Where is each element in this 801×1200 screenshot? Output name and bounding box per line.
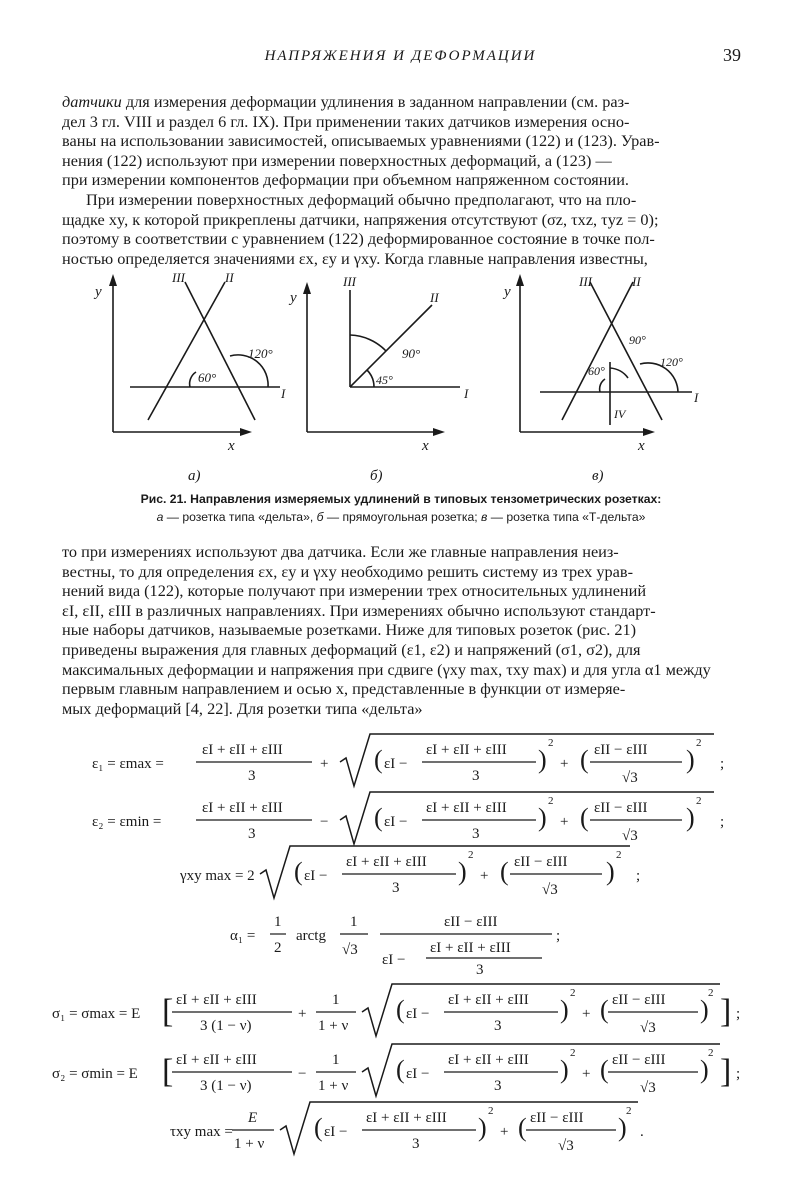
exponent: 2 (488, 1105, 494, 1117)
equation-gamma (179, 846, 640, 898)
paren: ( (500, 857, 509, 886)
arc-90-c (610, 368, 628, 378)
eq-t-den: 1 + ν (234, 1136, 265, 1152)
y-arrow-a (109, 274, 117, 286)
text-line: вестны, то для определения εx, εy и γxy необходимо решить систему из трех урав- (62, 561, 633, 581)
eq-e2-inner-num: εI + εII + εIII (426, 800, 507, 816)
text-line: приведены выражения для главных деформаций (ε1, ε2) и напряжений (σ1, σ2), для (62, 639, 641, 659)
paragraph-1 (62, 92, 740, 190)
arc-90-b (350, 335, 386, 351)
exponent: 2 (696, 737, 702, 749)
angle-120-c: 120° (660, 355, 683, 369)
eq-s2-op: − (298, 1066, 307, 1082)
eq-s1-one: 1 (332, 992, 340, 1008)
line-iii-c (590, 282, 662, 420)
paragraph-2 (62, 190, 740, 268)
eq-e2-eps: εI − (384, 814, 408, 830)
eq-t-op: + (500, 1124, 509, 1140)
eq-s1-sqrt3: √3 (640, 1020, 656, 1036)
equation-s1 (52, 984, 740, 1036)
text-line: то при измерениях используют два датчика. Если же главные направления неиз- (62, 542, 619, 561)
eq-s1-eps: εI − (406, 1006, 430, 1022)
line-iii-a (185, 282, 255, 420)
paren: ( (518, 1113, 527, 1142)
exponent: 2 (708, 987, 714, 999)
x-arrow-b (433, 428, 445, 436)
paren: ) (686, 803, 695, 832)
y-arrow-b (303, 282, 311, 294)
paren: ) (560, 995, 569, 1024)
legend-text-b: — прямоугольная розетка; (323, 510, 478, 524)
formulas-block (52, 732, 752, 1192)
eq-a-one: 1 (350, 914, 358, 930)
eq-g-inner-num: εI + εII + εIII (346, 854, 427, 870)
label-i-a: I (281, 386, 286, 401)
legend-key-b: б (316, 510, 324, 524)
eq-e1-sqrt3: √3 (622, 770, 638, 786)
legend-key-a: а (156, 510, 164, 524)
paren: ( (580, 745, 589, 774)
eq-t-end: . (640, 1124, 644, 1140)
eq-g-sqrt3: √3 (542, 882, 558, 898)
paren: ) (458, 857, 467, 886)
paren: ( (580, 803, 589, 832)
panel-c-labels (502, 274, 699, 484)
eq-s1-op: + (298, 1006, 307, 1022)
eq-t-inner-den: 3 (412, 1136, 420, 1152)
eq-g-inner-den: 3 (392, 880, 400, 896)
eq-e1-num: εI + εII + εIII (202, 742, 283, 758)
exponent: 2 (616, 849, 622, 861)
angle-60-c: 60° (588, 364, 605, 378)
arc-60-a (190, 372, 196, 387)
eq-t-E: E (248, 1110, 258, 1126)
eq-a-inner-num: εI + εII + εIII (430, 940, 511, 956)
paren: ) (478, 1113, 487, 1142)
eq-a-diff: εII − εIII (444, 914, 498, 930)
paren: ) (618, 1113, 627, 1142)
eq-s2-eps: εI − (406, 1066, 430, 1082)
text-line: ные наборы датчиков, называемые розетками. Ниже для типовых розеток (рис. 21) (62, 620, 637, 640)
eq-e2-op: − (320, 814, 329, 830)
text-line: максимальных деформации и напряжения при сдвиге (γxy max, τxy max) и для угла α1 между (62, 659, 711, 679)
eq-s2-num: εI + εII + εIII (176, 1052, 257, 1068)
legend-text-c: — розетка типа «Т-дельта» (487, 510, 646, 524)
text-line: при измерении компонентов деформации при объемном напряженном состоянии. (62, 170, 630, 190)
label-i-b: I (464, 386, 469, 401)
panel-a-labels (93, 270, 286, 484)
eq-s1-inner-den: 3 (494, 1018, 502, 1034)
eq-s1-diff: εII − εIII (612, 992, 666, 1008)
paren: ( (396, 995, 405, 1024)
eq-a-den: 2 (274, 940, 282, 956)
eq-e2-sqrt3: √3 (622, 828, 638, 844)
y-label-a: y (95, 284, 102, 300)
eq-a-lhs: α₁ = (230, 928, 256, 944)
eq-a-eps: εI − (382, 952, 406, 968)
eq-s2-den2: 1 + ν (318, 1078, 349, 1094)
running-header: НАПРЯЖЕНИЯ И ДЕФОРМАЦИИ (264, 48, 537, 64)
paren: ( (294, 857, 303, 886)
line-ii-c (562, 282, 633, 420)
equation-s2 (52, 1044, 740, 1096)
exponent: 2 (570, 987, 576, 999)
bracket: [ (162, 1053, 174, 1090)
text-line: щадке xy, к которой прикреплены датчики, напряжения отсутствуют (σz, τxz, τyz = 0); (62, 209, 659, 229)
eq-g-lhs: γxy max = 2 (180, 868, 255, 884)
label-iii-b: III (343, 274, 356, 289)
label-i-c: I (694, 390, 699, 405)
panel-label-a: а) (188, 468, 201, 484)
eq-s1-num: εI + εII + εIII (176, 992, 257, 1008)
eq-s2-end: ; (736, 1066, 741, 1082)
eq-e1-op: + (320, 756, 329, 772)
arc-45-b (367, 370, 374, 387)
legend-key-c: в (481, 510, 488, 524)
angle-120-a: 120° (248, 346, 273, 361)
angle-90-c: 90° (629, 333, 646, 347)
bracket: ] (720, 993, 732, 1030)
eq-s1-inner-num: εI + εII + εIII (448, 992, 529, 1008)
page-number: 39 (723, 45, 741, 65)
paren: ) (606, 857, 615, 886)
panel-label-c: в) (592, 468, 604, 484)
paren: ( (600, 995, 609, 1024)
figure-caption (62, 490, 740, 526)
eq-e2-op2: + (560, 814, 569, 830)
caption-title: Рис. 21. Направления измеряемых удлинений в типовых тензометрических розетках: (140, 492, 662, 506)
eq-a-num: 1 (274, 914, 282, 930)
eq-a-sqrt3: √3 (342, 942, 358, 958)
angle-45-b: 45° (376, 373, 393, 387)
text-line: датчики для измерения деформации удлинения в заданном направлении (см. раз- (62, 92, 630, 111)
x-label-b: x (422, 438, 429, 454)
label-iii-a: III (172, 270, 185, 285)
eq-a-inner-den: 3 (476, 962, 484, 978)
eq-e2-inner-den: 3 (472, 826, 480, 842)
x-arrow-c (643, 428, 655, 436)
y-arrow-c (516, 274, 524, 286)
paren: ) (560, 1055, 569, 1084)
angle-90-b: 90° (402, 346, 421, 361)
exponent: 2 (570, 1047, 576, 1059)
paren: ( (374, 745, 383, 774)
eq-e1-inner-den: 3 (472, 768, 480, 784)
paren: ) (686, 745, 695, 774)
text-line: поэтому в соответствии с уравнением (122) деформированное состояние в точке пол- (62, 229, 655, 249)
angle-60-a: 60° (198, 370, 217, 385)
panel-label-b: б) (370, 468, 383, 484)
rosette-figure (80, 260, 730, 485)
text-line: При измерении поверхностных деформаций обычно предполагают, что на пло- (86, 190, 637, 209)
eq-s2-den: 3 (1 − ν) (200, 1078, 252, 1094)
eq-e1-inner-num: εI + εII + εIII (426, 742, 507, 758)
label-ii-a: II (225, 270, 234, 285)
caption-legend (62, 508, 740, 526)
eq-t-inner-num: εI + εII + εIII (366, 1110, 447, 1126)
equation-alpha (230, 914, 560, 978)
eq-e2-lhs: ε₂ = εmin = (92, 814, 162, 830)
eq-e1-den: 3 (248, 768, 256, 784)
label-iv-c: IV (614, 407, 626, 421)
bracket: ] (720, 1053, 732, 1090)
paren: ( (374, 803, 383, 832)
eq-e2-end: ; (720, 814, 725, 830)
text-line: нений вида (122), которые получают при измерении трех относительных удлинений (62, 581, 647, 601)
eq-s2-lhs: σ₂ = σmin = E (52, 1066, 138, 1082)
eq-g-end: ; (636, 868, 641, 884)
eq-t-diff: εII − εIII (530, 1110, 584, 1126)
eq-g-diff: εII − εIII (514, 854, 568, 870)
eq-s2-sqrt3: √3 (640, 1080, 656, 1096)
x-arrow-a (240, 428, 252, 436)
equation-e2 (92, 792, 724, 844)
paren: ( (314, 1113, 323, 1142)
eq-s2-diff: εII − εIII (612, 1052, 666, 1068)
eq-s1-den: 3 (1 − ν) (200, 1018, 252, 1034)
panel-b-labels (288, 274, 469, 484)
y-label-b: y (290, 290, 297, 306)
eq-s2-inner-num: εI + εII + εIII (448, 1052, 529, 1068)
equation-e1 (92, 734, 724, 786)
eq-e2-den: 3 (248, 826, 256, 842)
label-ii-b: II (430, 290, 439, 305)
legend-text-a: — розетка типа «дельта», (163, 510, 314, 524)
text-line: мых деформаций [4, 22]. Для розетки типа «дельта» (62, 698, 423, 718)
x-label-c: x (638, 438, 645, 454)
eq-s1-op2: + (582, 1006, 591, 1022)
y-label-c: y (504, 284, 511, 300)
eq-a-end: ; (556, 928, 561, 944)
eq-e1-diff: εII − εIII (594, 742, 648, 758)
text-line: дел 3 гл. VIII и раздел 6 гл. IX). При применении таких датчиков измерения осно- (62, 111, 630, 131)
eq-e1-lhs: ε₁ = εmax = (92, 756, 164, 772)
exponent: 2 (548, 737, 554, 749)
paren: ( (396, 1055, 405, 1084)
eq-a-arctg: arctg (296, 928, 326, 944)
bracket: [ (162, 993, 174, 1030)
eq-s1-lhs: σ₁ = σmax = E (52, 1006, 141, 1022)
equation-tau (170, 1102, 644, 1154)
label-iii-c: III (579, 274, 592, 289)
paragraph-3 (62, 542, 740, 718)
eq-e1-op2: + (560, 756, 569, 772)
paren: ) (700, 1055, 709, 1084)
panel-b (303, 282, 460, 436)
eq-s1-den2: 1 + ν (318, 1018, 349, 1034)
eq-e2-num: εI + εII + εIII (202, 800, 283, 816)
eq-g-op: + (480, 868, 489, 884)
paren: ) (538, 745, 547, 774)
exponent: 2 (626, 1105, 632, 1117)
exponent: 2 (468, 849, 474, 861)
line-ii-a (148, 282, 225, 420)
eq-t-lhs: τxy max = (170, 1124, 233, 1140)
text-line: первым главным направлением и осью x, представленные в функции от измеряе- (62, 679, 626, 699)
text-line: ваны на использовании зависимостей, описываемых уравнениями (122) и (123). Урав- (62, 131, 660, 151)
eq-s1-end: ; (736, 1006, 741, 1022)
exponent: 2 (696, 795, 702, 807)
eq-t-eps: εI − (324, 1124, 348, 1140)
text-line: нения (122) используют при измерении поверхностных деформаций, а (123) — (62, 150, 612, 170)
eq-e1-end: ; (720, 756, 725, 772)
arc-60-c (600, 379, 605, 392)
eq-t-sqrt3: √3 (558, 1138, 574, 1154)
eq-s2-op2: + (582, 1066, 591, 1082)
exponent: 2 (548, 795, 554, 807)
exponent: 2 (708, 1047, 714, 1059)
paren: ( (600, 1055, 609, 1084)
label-ii-c: II (632, 274, 641, 289)
italic-word: датчики (62, 92, 122, 111)
eq-g-eps: εI − (304, 868, 328, 884)
x-label-a: x (228, 438, 235, 454)
paren: ) (700, 995, 709, 1024)
eq-s2-one: 1 (332, 1052, 340, 1068)
eq-e2-diff: εII − εIII (594, 800, 648, 816)
paren: ) (538, 803, 547, 832)
text-line: εI, εII, εIII в различных направлениях. При измерениях обычно используют стандарт- (62, 600, 656, 620)
eq-s2-inner-den: 3 (494, 1078, 502, 1094)
eq-e1-eps: εI − (384, 756, 408, 772)
text-line: ностью определяется значениями εx, εy и γxy. Когда главные направления известны, (62, 248, 648, 268)
